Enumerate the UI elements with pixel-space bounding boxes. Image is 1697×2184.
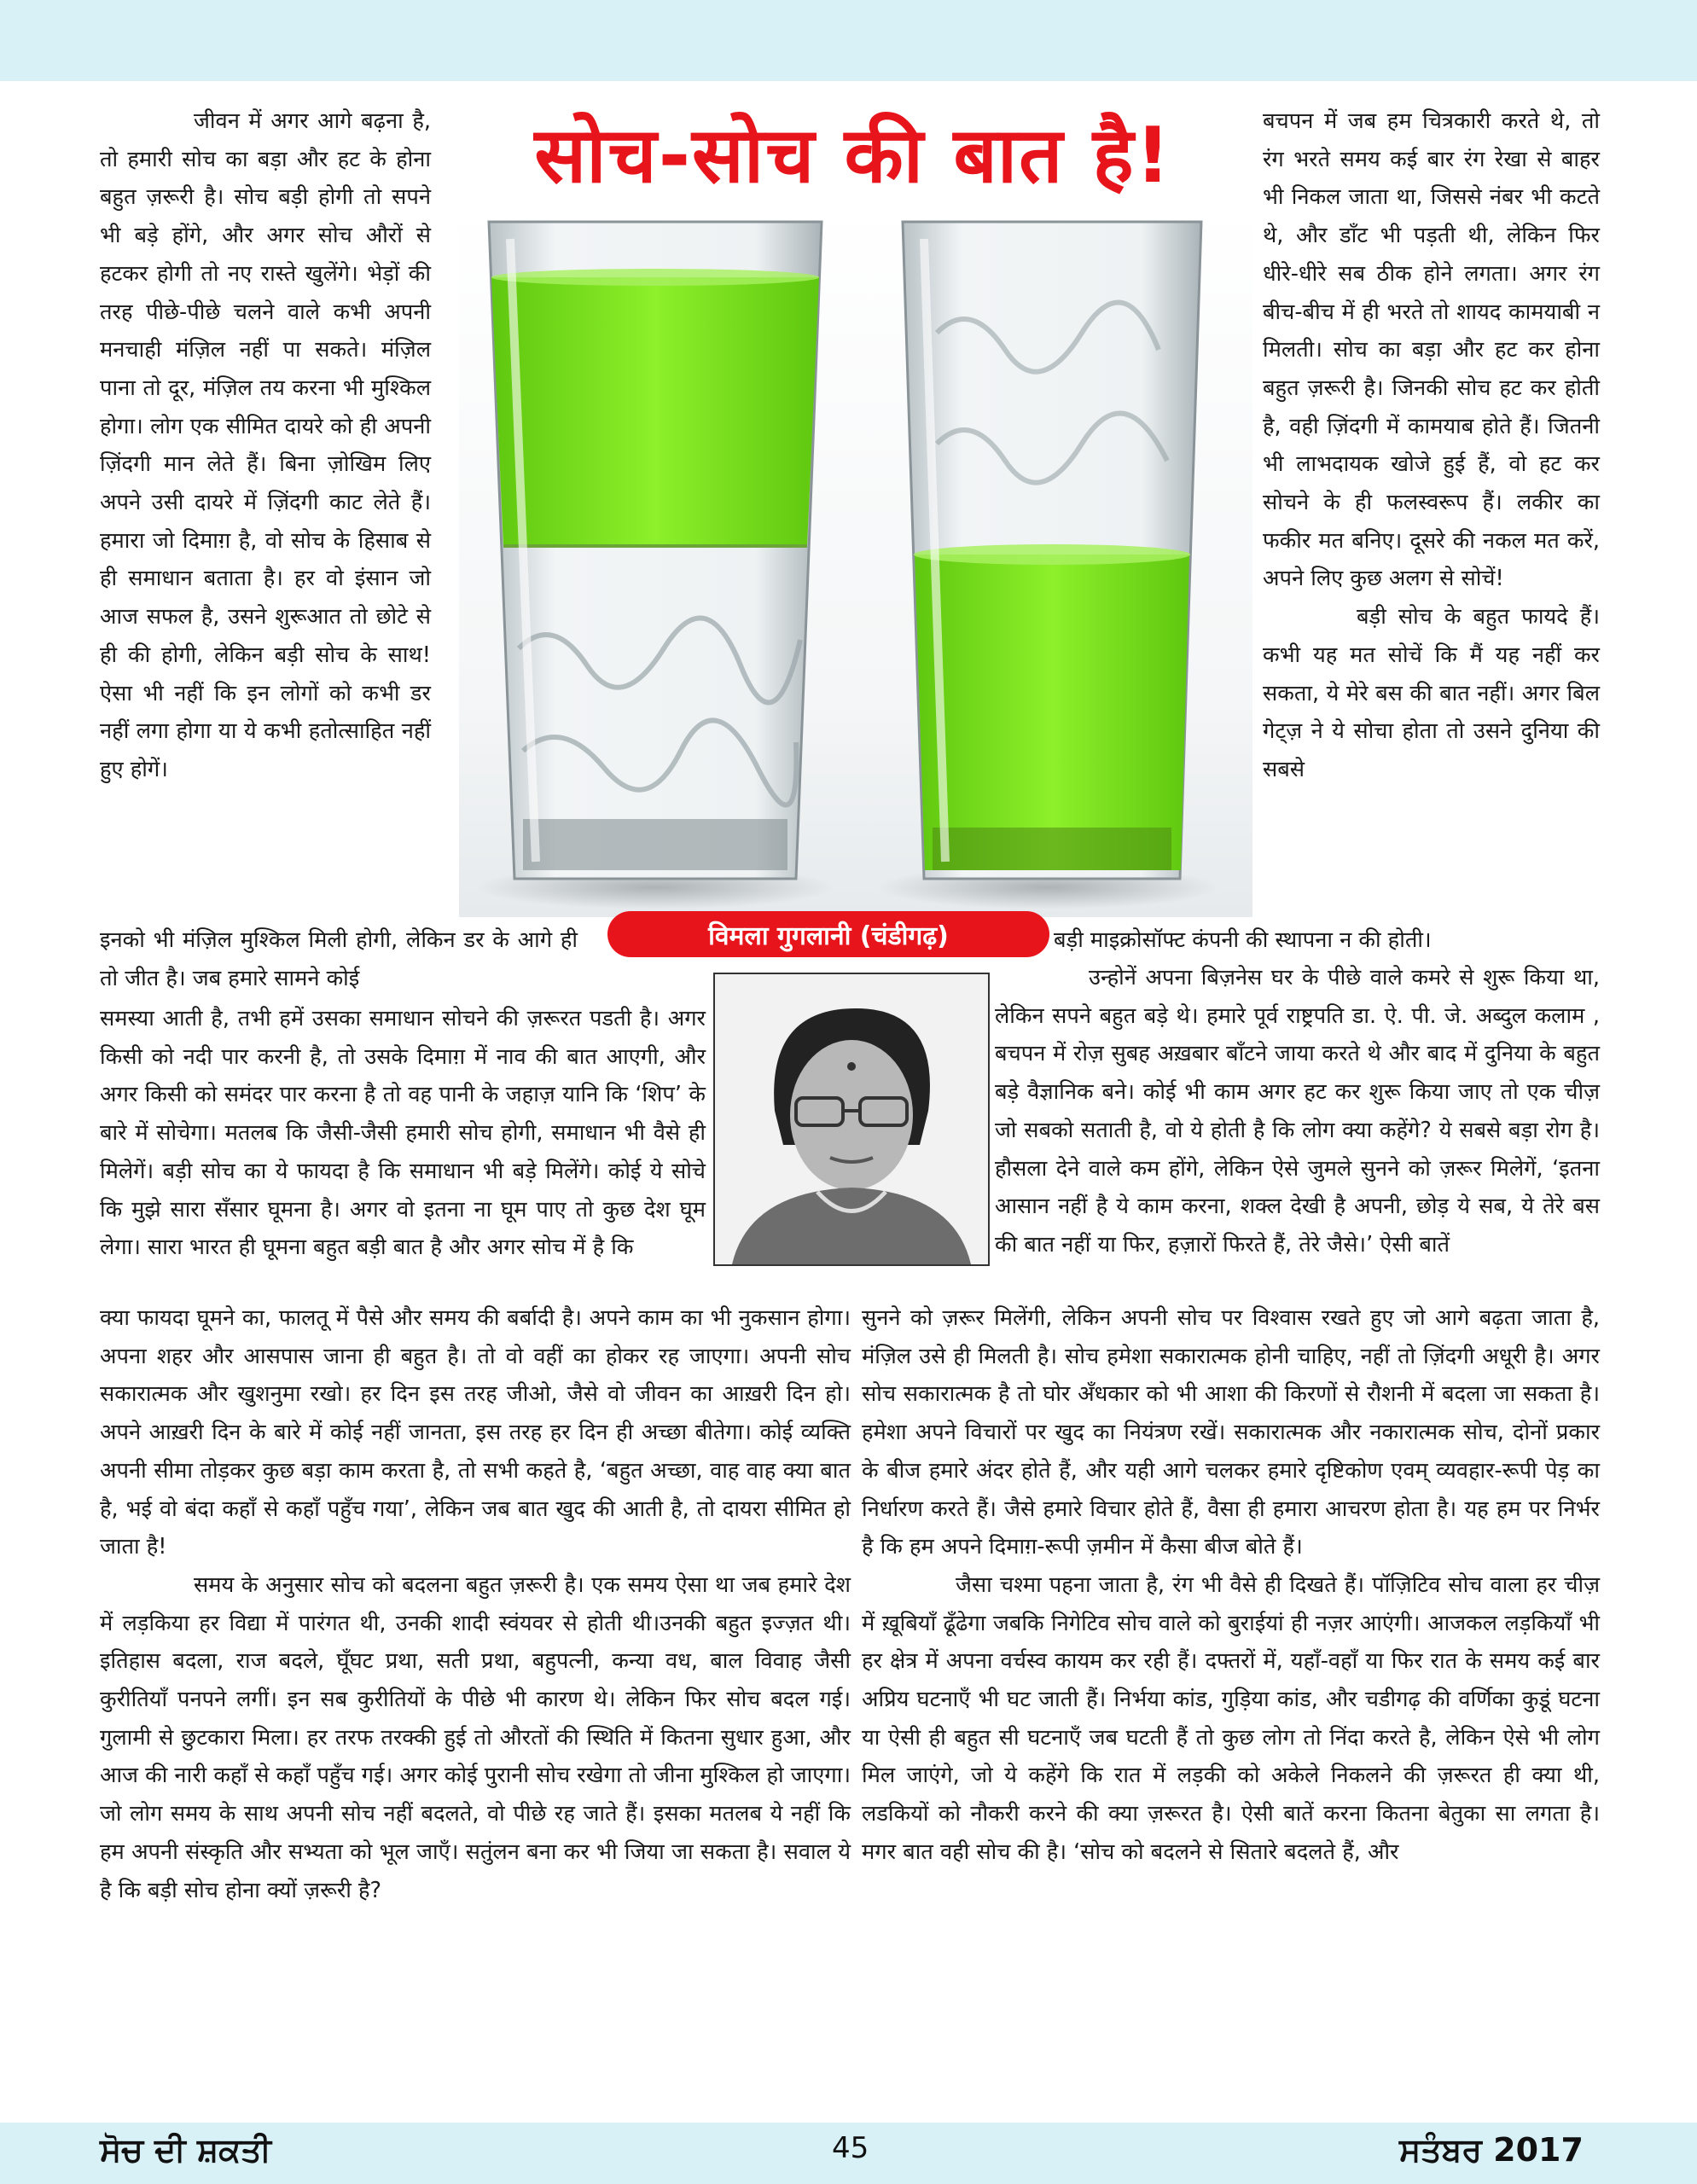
footer-magazine-name: ਸੋਚ ਦੀ ਸ਼ਕਤੀ: [100, 2131, 271, 2169]
paragraph: बचपन में जब हम चित्रकारी करते थे, तो रंग भरते समय कई बार रंग रेखा से बाहर भी निकल जाता था, जिससे नंबर भी कटते थे, और डाँट भी पड़ती थी, लेकिन फिर धीरे-धीरे सब ठीक होने लगता। अगर रंग बीच-बीच में ही भरते तो शायद कामयाबी न मिलती। सोच का बड़ा और हट कर होना बहुत ज़रूरी है। जिनकी सोच हट कर होती है, वही ज़िंदगी में कामयाब होते हैं। जितनी भी लाभदायक खोजे हुई हैं, वो हट कर सोचने के ही फलस्वरूप हैं। लकीर का फकीर मत बनिए। दूसरे की नकल मत करें, अपने लिए कुछ अलग से सोचें!: [1263, 108, 1600, 592]
left-column-bottom: [100, 1299, 851, 2106]
paragraph: इनको भी मंज़िल मुश्किल मिली होगी, लेकिन डर के आगे ही तो जीत है। जब हमारे सामने कोई: [100, 927, 578, 991]
paragraph: उन्होनें अपना बिज़नेस घर के पीछे वाले कमरे से शुरू किया था, लेकिन सपने बहुत बड़े थे। हमारे पूर्व राष्ट्रपति डा. ऐ. पी. जे. अब्दुल कलाम , बचपन में रोज़ सुबह अख़बार बाँटने जाया करते थे और बाद में दुनिया के बहुत बड़े वैज्ञानिक बने। कोई भी काम अगर हट कर शुरू किया जाए तो एक चीज़ जो सबको सताती है, वो ये होती है कि लोग क्या कहेंगे? ये सबसे बड़ा रोग है। हौसला देने वाले कम होंगे, लेकिन ऐसे जुमले सुनने को ज़रूर मिलेगें, ‘इतना आसान नहीं है ये काम करना, शक्ल देखी है अपनी, छोड़ ये सब, ये तेरे बस की बात नहीं या फिर, हज़ारों फिरते हैं, तेरे जैसे।’ ऐसी बातें: [995, 965, 1600, 1258]
article-title: सोच-सोच की बात है!: [534, 111, 1172, 200]
right-column-wide: [1054, 921, 1600, 962]
paragraph: समस्या आती है, तभी हमें उसका समाधान सोचने की ज़रूरत पडती है। अगर किसी को नदी पार करनी है, तो उसके दिमाग़ में नाव की बात आएगी, और अगर किसी को समंदर पार करना है तो वह पानी के जहाज़ यानि कि ‘शिप’ के बारे में सोचेगा। मतलब कि जैसी-जैसी हमारी सोच होगी, समाधान भी वैसे ही मिलेगें। बड़ी सोच का ये फायदा है कि समाधान भी बड़े मिलेंगे। कोई ये सोचे कि मुझे सारा सँसार घूमना है। अगर वो इतना ना घूम पाए तो कुछ देश घूम लेगा। सारा भारत ही घूमना बहुत बड़ी बात है और अगर सोच में है कि: [100, 1006, 706, 1261]
paragraph: बड़ी माइक्रोसॉफ्ट कंपनी की स्थापना न की होती।: [1054, 927, 1432, 953]
right-column-top: [1263, 102, 1600, 913]
footer-issue: ਸਤੰਬਰ 2017: [1399, 2131, 1584, 2169]
left-column-mid: [100, 1000, 706, 1294]
right-glass: [903, 222, 1201, 879]
left-glass-liquid: [491, 277, 819, 546]
left-column-top: [100, 102, 431, 913]
right-column-bottom: [862, 1299, 1600, 2106]
left-glass: [489, 222, 822, 879]
paragraph: क्या फायदा घूमने का, फालतू में पैसे और समय की बर्बादी है। अपने काम का भी नुकसान होगा। अपना शहर और आसपास जाना ही बहुत है। तो वो वहीं का होकर रह जाएगा। अपनी सोच सकारात्मक और खुशनुमा रखो। हर दिन इस तरह जीओ, जैसे वो जीवन का आख़री दिन हो। अपने आख़री दिन के बारे में कोई नहीं जानता, इस तरह हर दिन ही अच्छा बीतेगा। कोई व्यक्ति अपनी सीमा तोड़कर कुछ बड़ा काम करता है, तो सभी कहते है, ‘बहुत अच्छा, वाह वाह क्या बात है, भई वो बंदा कहाँ से कहाँ पहुँच गया’, लेकिन जब बात खुद की आती है, तो दायरा सीमित हो जाता है!: [100, 1305, 851, 1560]
right-glass-liquid: [915, 555, 1189, 870]
paragraph: जीवन में अगर आगे बढ़ना है, तो हमारी सोच का बड़ा और हट के होना बहुत ज़रूरी है। सोच बड़ी होगी तो सपने भी बड़े होंगे, और अगर सोच औरों से हटकर होगी तो नए रास्ते खुलेंगे। भेड़ों की तरह पीछे-पीछे चलने वाले कभी अपनी मनचाही मंज़िल नहीं पा सकते। मंज़िल पाना तो दूर, मंज़िल तय करना भी मुश्किल होगा। लोग एक सीमित दायरे को ही अपनी ज़िंदगी मान लेते हैं। बिना ज़ोखिम लिए अपने उसी दायरे में ज़िंदगी काट लेते हैं। हमारा जो दिमाग़ है, वो सोच के हिसाब से ही समाधान बताता है। हर वो इंसान जो आज सफल है, उसने शुरूआत तो छोटे से ही की होगी, लेकिन बड़ी सोच के साथ! ऐसा भी नहीं कि इन लोगों को कभी डर नहीं लगा होगा या ये कभी हतोत्साहित नहीं हुए होगें।: [100, 108, 431, 782]
author-portrait: [715, 974, 988, 1264]
glasses-svg: [459, 205, 1252, 917]
paragraph: समय के अनुसार सोच को बदलना बहुत ज़रूरी है। एक समय ऐसा था जब हमारे देश में लड़किया हर विद्या में पारंगत थी, उनकी शादी स्वंयवर से होती थी।उनकी बहुत इज्ज़त थी। इतिहास बदला, राज बदले, घूँघट प्रथा, सती प्रथा, बहुपत्नी, कन्या वध, बाल विवाह जैसी कुरीतियाँ पनपने लगीं। इन सब कुरीतियों के पीछे भी कारण थे। लेकिन फिर सोच बदल गई। गुलामी से छुटकारा मिला। हर तरफ तरक्की हुई तो औरतों की स्थिति में कितना सुधार हुआ, और आज की नारी कहाँ से कहाँ पहुँच गई। अगर कोई पुरानी सोच रखेगा तो जीना मुश्किल हो जाएगा। जो लोग समय के साथ अपनी सोच नहीं बदलते, वो पीछे रह जाते हैं। इसका मतलब ये नहीं कि हम अपनी संस्कृति और सभ्यता को भूल जाएँ। सतुंलन बना कर भी जिया जा सकता है। सवाल ये है कि बड़ी सोच होना क्यों ज़रूरी है?: [100, 1571, 851, 1903]
author-photo: [713, 973, 990, 1266]
right-column-mid: [995, 959, 1600, 1292]
paragraph: बड़ी सोच के बहुत फायदे हैं। कभी यह मत सोचें कि मैं यह नहीं कर सकता, ये मेरे बस की बात नहीं। अगर बिल गेट्ज़ ने ये सोचा होता तो उसने दुनिया की सबसे: [1263, 604, 1600, 782]
top-band: [0, 0, 1697, 81]
glasses-illustration: [459, 205, 1252, 917]
paragraph: सुनने को ज़रूर मिलेंगी, लेकिन अपनी सोच पर विश्वास रखते हुए जो आगे बढ़ता जाता है, मंज़िल उसे ही मिलती है। सोच हमेशा सकारात्मक होनी चाहिए, नहीं तो ज़िंदगी अधूरी है। अगर सोच सकारात्मक है तो घोर अँधकार को भी आशा की किरणों से रौशनी में बदला जा सकता है। हमेशा अपने विचारों पर खुद का नियंत्रण रखें। सकारात्मक और नकारात्मक सोच, दोनों प्रकार के बीज हमारे अंदर होते हैं, और यही आगे चलकर हमारे दृष्टिकोण एवम् व्यवहार-रूपी पेड़ का निर्धारण करते हैं। जैसे हमारे विचार होते हैं, वैसा ही हमारा आचरण होता है। यह हम पर निर्भर है कि हम अपने दिमाग़-रूपी ज़मीन में कैसा बीज बोते हैं।: [862, 1305, 1600, 1560]
paragraph: जैसा चश्मा पहना जाता है, रंग भी वैसे ही दिखते हैं। पॉज़िटिव सोच वाला हर चीज़ में ख़ूबियाँ ढूँढेगा जबकि निगेटिव सोच वाले को बुराईयां ही नज़र आएंगी। आजकल लड़कियाँ भी हर क्षेत्र में अपना वर्चस्व कायम कर रही हैं। दफ्तरों में, यहाँ-वहाँ या फिर रात के समय कई बार अप्रिय घटनाएँ भी घट जाती हैं। निर्भया कांड, गुड़िया कांड, और चडीगढ़ की वर्णिका कुडूं घटना या ऐसी ही बहुत सी घटनाएँ जब घटती हैं तो कुछ लोग तो निंदा करते है, लेकिन ऐसे भी लोग मिल जाएंगे, जो ये कहेंगे कि रात में लड़की को अकेले निकलने की ज़रूरत ही क्या थी, लडकियों को नौकरी करने की क्या ज़रूरत है। ऐसी बातें करना कितना बेतुका सा लगता है। मगर बात वही सोच की है। ‘सोच को बदलने से सितारे बदलते हैं, और: [862, 1571, 1600, 1865]
author-byline: विमला गुगलानी (चंडीगढ़): [607, 911, 1049, 957]
footer-page-number: 45: [832, 2131, 869, 2165]
left-column-wide: [100, 921, 578, 1002]
